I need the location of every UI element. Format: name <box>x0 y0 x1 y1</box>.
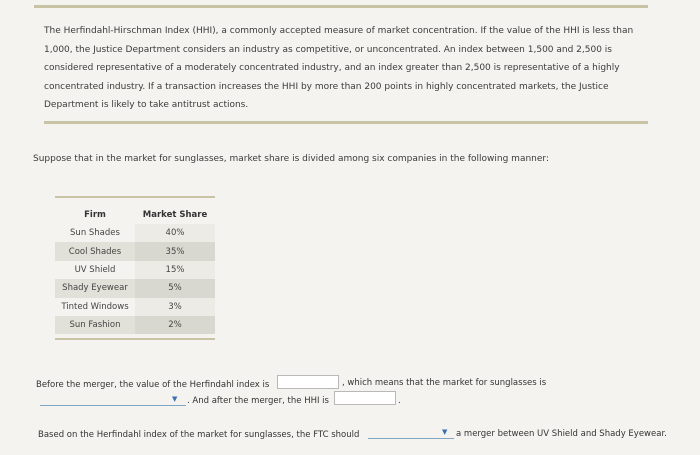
table-row <box>55 279 215 297</box>
firm-name: Tinted Windows <box>61 301 129 312</box>
table-row <box>55 298 215 316</box>
hhi-after-input[interactable] <box>334 391 396 405</box>
ftc-action-dropdown[interactable] <box>368 438 454 439</box>
table-top-rule <box>55 196 215 198</box>
dropdown-arrow-icon[interactable]: ▼ <box>172 395 178 403</box>
which-means-label: , which means that the market for sunglasses is <box>342 378 547 388</box>
top-divider <box>34 5 648 8</box>
question-prompt: Suppose that in the market for sunglasses, market share is divided among six companies in the following manner: <box>33 154 549 164</box>
firm-name: Cool Shades <box>55 242 135 260</box>
table-bottom-rule <box>55 338 215 340</box>
firm-name: Sun Shades <box>70 228 120 239</box>
market-share-value: 40% <box>135 224 215 242</box>
firm-name: Shady Eyewear <box>55 279 135 297</box>
dropdown-arrow-icon[interactable]: ▼ <box>442 428 448 436</box>
hhi-before-label: Before the merger, the value of the Herfindahl index is <box>36 380 270 390</box>
hhi-before-input[interactable] <box>277 375 339 389</box>
market-share-value: 3% <box>135 298 215 316</box>
hhi-after-label: . And after the merger, the HHI is <box>187 396 329 406</box>
period: . <box>398 396 401 406</box>
market-share-value: 2% <box>135 316 215 334</box>
firm-name: Sun Fashion <box>55 316 135 334</box>
ftc-question-suffix: a merger between UV Shield and Shady Eyewear. <box>456 429 667 439</box>
concentration-dropdown[interactable] <box>40 405 186 406</box>
table-row <box>55 261 215 279</box>
ftc-question-label: Based on the Herfindahl index of the market for sunglasses, the FTC should <box>38 430 360 440</box>
table-row <box>55 316 215 334</box>
intro-paragraph: The Herfindahl-Hirschman Index (HHI), a commonly accepted measure of market concentration. If the value of the HHI is less than 1,000, the Justice Department considers an industry as competitive, or unconcentrated. An index between 1,500 and 2,500 is considered representative of a moderately concentrated industry, and an index greater than 2,500 is representative of a highly concentrated industry. If a transaction increases the HHI by more than 200 points in highly concentrated markets, the Justice Department is likely to take antitrust actions. <box>44 26 634 110</box>
market-share-value: 15% <box>135 261 215 279</box>
table-row <box>55 242 215 260</box>
firm-name: UV Shield <box>74 264 116 275</box>
intro-divider <box>44 121 648 124</box>
market-share-value: 5% <box>135 279 215 297</box>
header-market-share: Market Share <box>142 210 208 220</box>
header-firm: Firm <box>84 210 106 220</box>
table-row <box>55 224 215 242</box>
market-share-value: 35% <box>135 242 215 260</box>
market-share-table <box>55 196 215 340</box>
